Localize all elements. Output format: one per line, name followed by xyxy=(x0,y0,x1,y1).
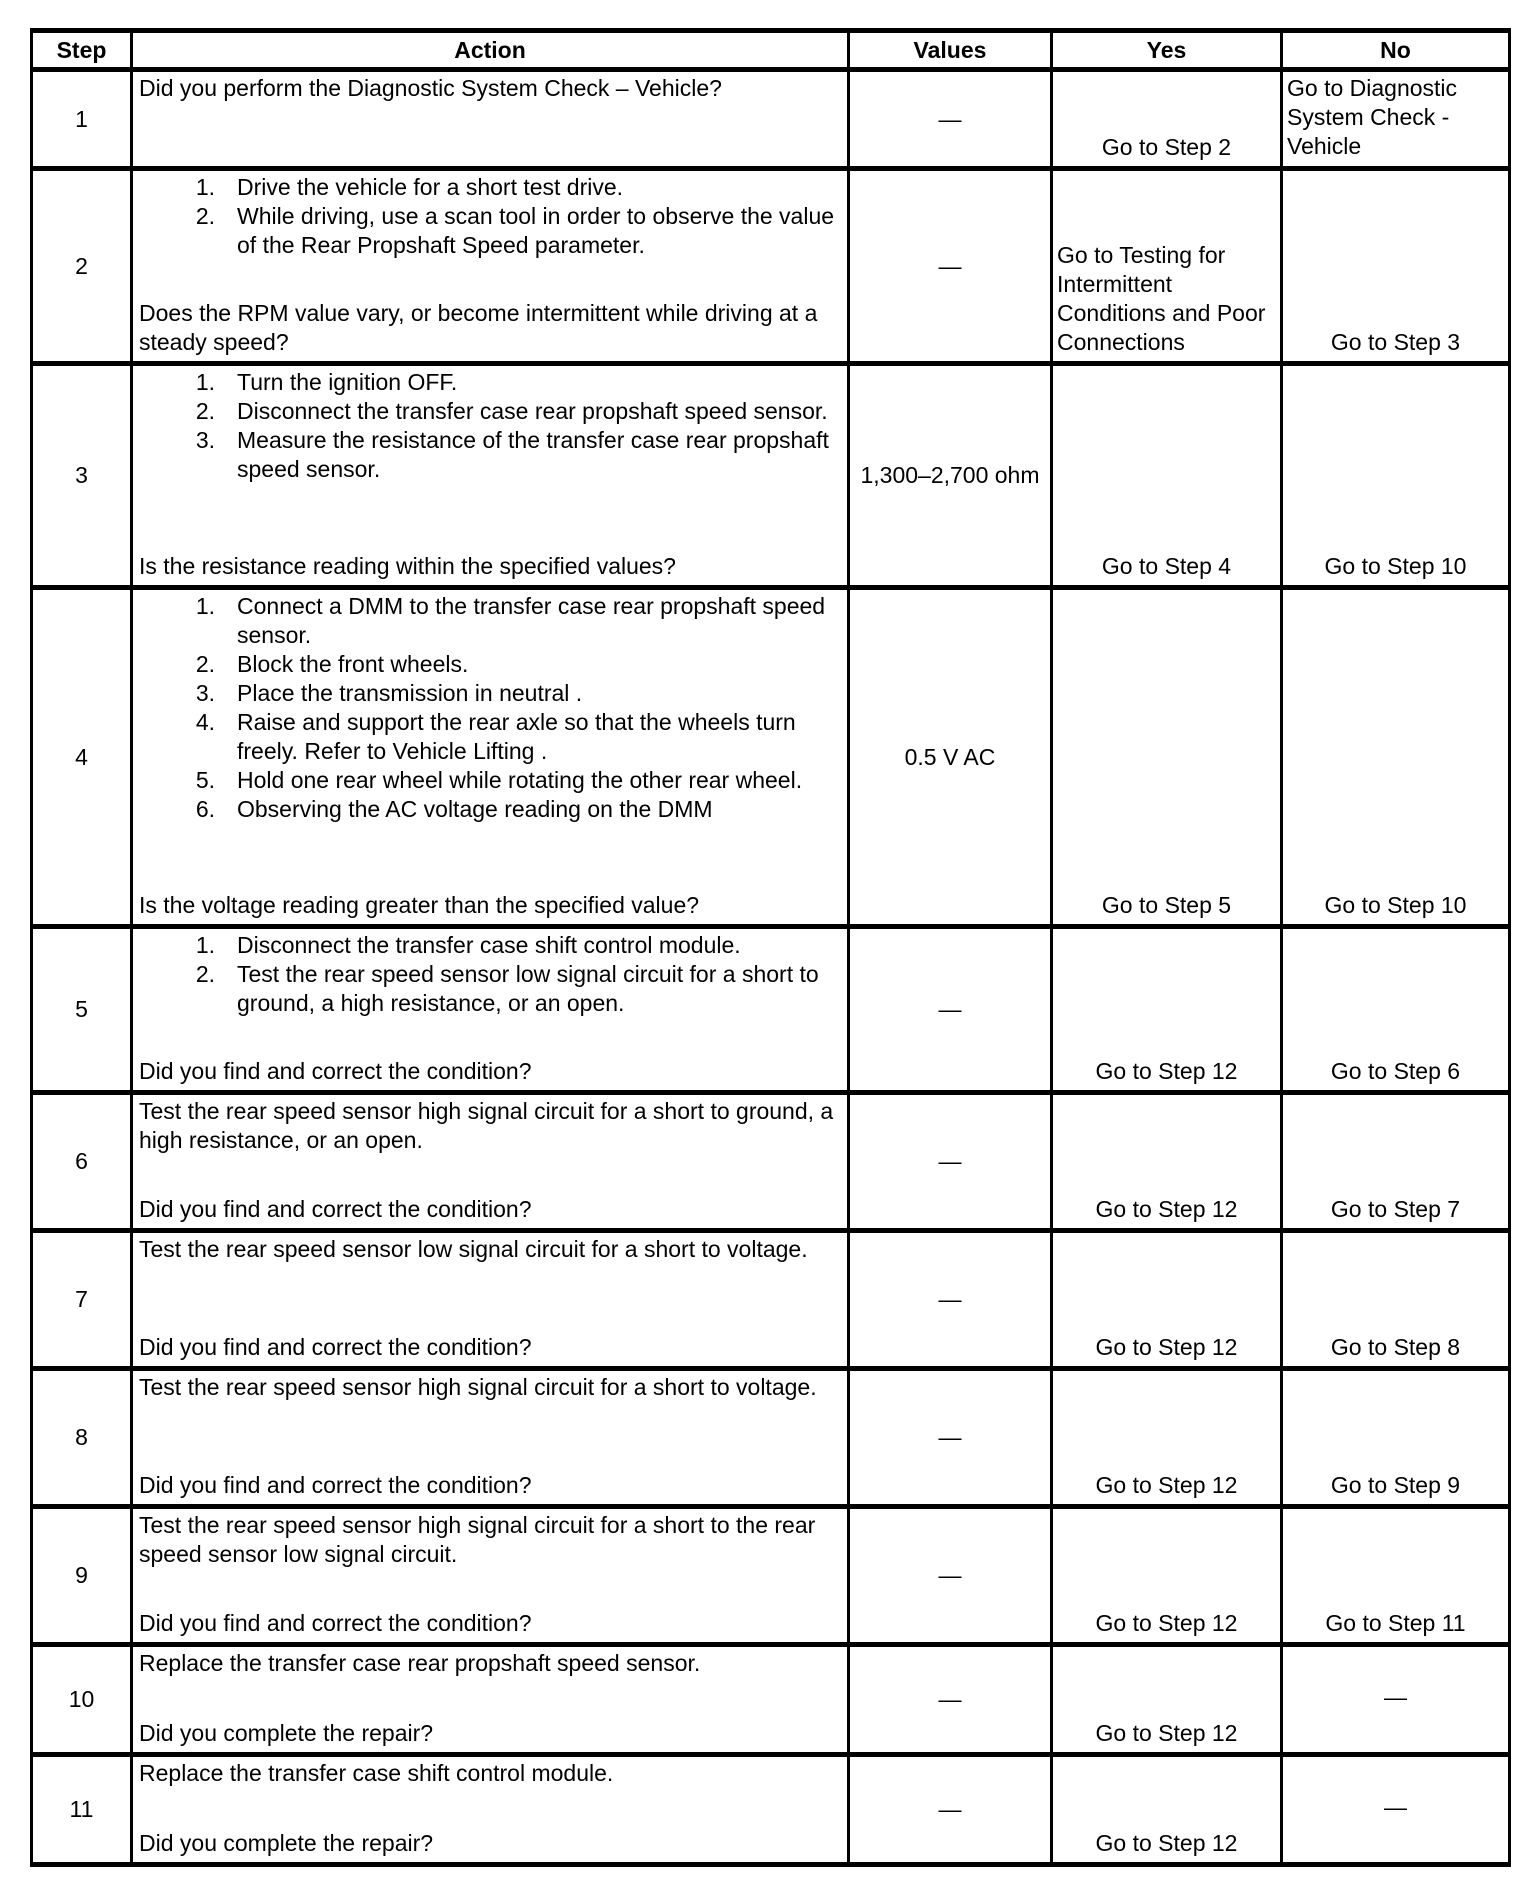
item-text: Turn the ignition OFF. xyxy=(237,369,458,395)
item-text: Test the rear speed sensor low signal circuit for a short to ground, a high resistance, or an open. xyxy=(237,961,819,1016)
action-question: Did you find and correct the condition? xyxy=(139,1472,532,1498)
yes-link[interactable]: Go to Step 12 xyxy=(1052,1645,1282,1755)
action-step-item xyxy=(139,679,841,708)
table-row xyxy=(32,1231,1510,1369)
table-row xyxy=(32,1755,1510,1865)
step-number: 1 xyxy=(32,70,132,169)
action-intro: Test the rear speed sensor low signal circuit for a short to voltage. xyxy=(139,1236,808,1262)
values-cell: — xyxy=(849,1231,1052,1369)
action-intro: Test the rear speed sensor high signal circuit for a short to the rear speed sensor low signal circuit. xyxy=(139,1512,816,1567)
values-cell: — xyxy=(849,169,1052,364)
action-cell xyxy=(132,169,849,364)
no-link[interactable]: Go to Step 8 xyxy=(1282,1231,1510,1369)
item-text: While driving, use a scan tool in order to observe the value of the Rear Propshaft Speed parameter. xyxy=(237,203,835,258)
action-cell xyxy=(132,1231,849,1369)
no-link[interactable]: Go to Step 9 xyxy=(1282,1369,1510,1507)
action-question: Did you find and correct the condition? xyxy=(139,1610,532,1636)
table-row xyxy=(32,1369,1510,1507)
action-intro: Replace the transfer case rear propshaft speed sensor. xyxy=(139,1650,701,1676)
item-number: 3. xyxy=(195,680,215,706)
item-number: 5. xyxy=(195,767,215,793)
item-text: Raise and support the rear axle so that the wheels turn freely. Refer to Vehicle Lifting . xyxy=(237,709,796,764)
values-cell: 0.5 V AC xyxy=(849,588,1052,927)
action-step-item xyxy=(139,426,841,484)
step-number: 9 xyxy=(32,1507,132,1645)
action-intro: Test the rear speed sensor high signal circuit for a short to ground, a high resistance, or an open. xyxy=(139,1098,834,1153)
action-steps xyxy=(139,931,841,1018)
table-row xyxy=(32,588,1510,927)
item-number: 2. xyxy=(195,961,215,987)
yes-link[interactable]: Go to Step 2 xyxy=(1052,70,1282,169)
action-intro: Test the rear speed sensor high signal circuit for a short to voltage. xyxy=(139,1374,817,1400)
action-cell xyxy=(132,70,849,169)
yes-link[interactable]: Go to Testing for Intermittent Conditions and Poor Connections xyxy=(1052,169,1282,364)
item-number: 6. xyxy=(195,796,215,822)
action-cell xyxy=(132,1507,849,1645)
item-number: 1. xyxy=(195,369,215,395)
action-intro: Did you perform the Diagnostic System Check – Vehicle? xyxy=(139,75,722,101)
no-link[interactable]: Go to Diagnostic System Check - Vehicle xyxy=(1282,70,1510,169)
yes-link[interactable]: Go to Step 12 xyxy=(1052,927,1282,1093)
action-question: Did you find and correct the condition? xyxy=(139,1058,532,1084)
item-text: Connect a DMM to the transfer case rear propshaft speed sensor. xyxy=(237,593,826,648)
values-cell: — xyxy=(849,1645,1052,1755)
action-question: Is the resistance reading within the specified values? xyxy=(139,553,676,579)
item-number: 2. xyxy=(195,651,215,677)
action-cell xyxy=(132,364,849,588)
action-question: Did you complete the repair? xyxy=(139,1830,434,1856)
values-cell: — xyxy=(849,1755,1052,1865)
yes-link[interactable]: Go to Step 5 xyxy=(1052,588,1282,927)
item-text: Disconnect the transfer case shift control module. xyxy=(237,932,741,958)
item-number: 4. xyxy=(195,709,215,735)
item-text: Disconnect the transfer case rear propshaft speed sensor. xyxy=(237,398,828,424)
action-question: Is the voltage reading greater than the specified value? xyxy=(139,892,700,918)
yes-link[interactable]: Go to Step 12 xyxy=(1052,1093,1282,1231)
table-row xyxy=(32,1507,1510,1645)
action-cell xyxy=(132,1755,849,1865)
action-step-item xyxy=(139,931,841,960)
values-cell: 1,300–2,700 ohm xyxy=(849,364,1052,588)
header-action: Action xyxy=(132,31,849,70)
header-row xyxy=(32,31,1510,70)
yes-link[interactable]: Go to Step 12 xyxy=(1052,1507,1282,1645)
action-step-item xyxy=(139,173,841,202)
step-number: 2 xyxy=(32,169,132,364)
values-cell: — xyxy=(849,927,1052,1093)
no-link: — xyxy=(1282,1755,1510,1865)
action-step-item xyxy=(139,397,841,426)
yes-link[interactable]: Go to Step 12 xyxy=(1052,1369,1282,1507)
table-row xyxy=(32,70,1510,169)
action-question: Does the RPM value vary, or become intermittent while driving at a steady speed? xyxy=(139,300,818,355)
item-text: Hold one rear wheel while rotating the other rear wheel. xyxy=(237,767,803,793)
yes-link[interactable]: Go to Step 4 xyxy=(1052,364,1282,588)
values-cell: — xyxy=(849,70,1052,169)
item-number: 1. xyxy=(195,932,215,958)
item-text: Drive the vehicle for a short test drive. xyxy=(237,174,624,200)
values-cell: — xyxy=(849,1369,1052,1507)
step-number: 8 xyxy=(32,1369,132,1507)
no-link[interactable]: Go to Step 6 xyxy=(1282,927,1510,1093)
no-link: — xyxy=(1282,1645,1510,1755)
header-no: No xyxy=(1282,31,1510,70)
table-row xyxy=(32,364,1510,588)
no-link[interactable]: Go to Step 7 xyxy=(1282,1093,1510,1231)
item-text: Observing the AC voltage reading on the DMM xyxy=(237,796,713,822)
values-cell: — xyxy=(849,1507,1052,1645)
item-text: Place the transmission in neutral . xyxy=(237,680,583,706)
action-question: Did you complete the repair? xyxy=(139,1720,434,1746)
action-steps xyxy=(139,173,841,260)
item-number: 3. xyxy=(195,427,215,453)
item-number: 1. xyxy=(195,174,215,200)
action-steps xyxy=(139,592,841,824)
yes-link[interactable]: Go to Step 12 xyxy=(1052,1231,1282,1369)
no-link[interactable]: Go to Step 11 xyxy=(1282,1507,1510,1645)
action-step-item xyxy=(139,795,841,824)
item-number: 2. xyxy=(195,203,215,229)
action-step-item xyxy=(139,592,841,650)
action-cell xyxy=(132,588,849,927)
action-step-item xyxy=(139,368,841,397)
item-number: 1. xyxy=(195,593,215,619)
step-number: 7 xyxy=(32,1231,132,1369)
action-question: Did you find and correct the condition? xyxy=(139,1196,532,1222)
action-question: Did you find and correct the condition? xyxy=(139,1334,532,1360)
action-cell xyxy=(132,1645,849,1755)
action-step-item xyxy=(139,650,841,679)
item-text: Block the front wheels. xyxy=(237,651,469,677)
action-step-item xyxy=(139,960,841,1018)
yes-link[interactable]: Go to Step 12 xyxy=(1052,1755,1282,1865)
action-cell xyxy=(132,927,849,1093)
step-number: 3 xyxy=(32,364,132,588)
step-number: 6 xyxy=(32,1093,132,1231)
no-link[interactable]: Go to Step 3 xyxy=(1282,169,1510,364)
action-steps xyxy=(139,368,841,484)
action-step-item xyxy=(139,766,841,795)
action-cell xyxy=(132,1369,849,1507)
table-row xyxy=(32,927,1510,1093)
item-text: Measure the resistance of the transfer case rear propshaft speed sensor. xyxy=(237,427,829,482)
step-number: 5 xyxy=(32,927,132,1093)
step-number: 10 xyxy=(32,1645,132,1755)
table-row xyxy=(32,1645,1510,1755)
no-link[interactable]: Go to Step 10 xyxy=(1282,588,1510,927)
action-step-item xyxy=(139,708,841,766)
header-yes: Yes xyxy=(1052,31,1282,70)
header-step: Step xyxy=(32,31,132,70)
table-row xyxy=(32,1093,1510,1231)
header-values: Values xyxy=(849,31,1052,70)
step-number: 11 xyxy=(32,1755,132,1865)
item-number: 2. xyxy=(195,398,215,424)
action-cell xyxy=(132,1093,849,1231)
step-number: 4 xyxy=(32,588,132,927)
table-row xyxy=(32,169,1510,364)
diagnostic-table xyxy=(30,28,1511,1867)
values-cell: — xyxy=(849,1093,1052,1231)
action-intro: Replace the transfer case shift control module. xyxy=(139,1760,614,1786)
no-link[interactable]: Go to Step 10 xyxy=(1282,364,1510,588)
action-step-item xyxy=(139,202,841,260)
